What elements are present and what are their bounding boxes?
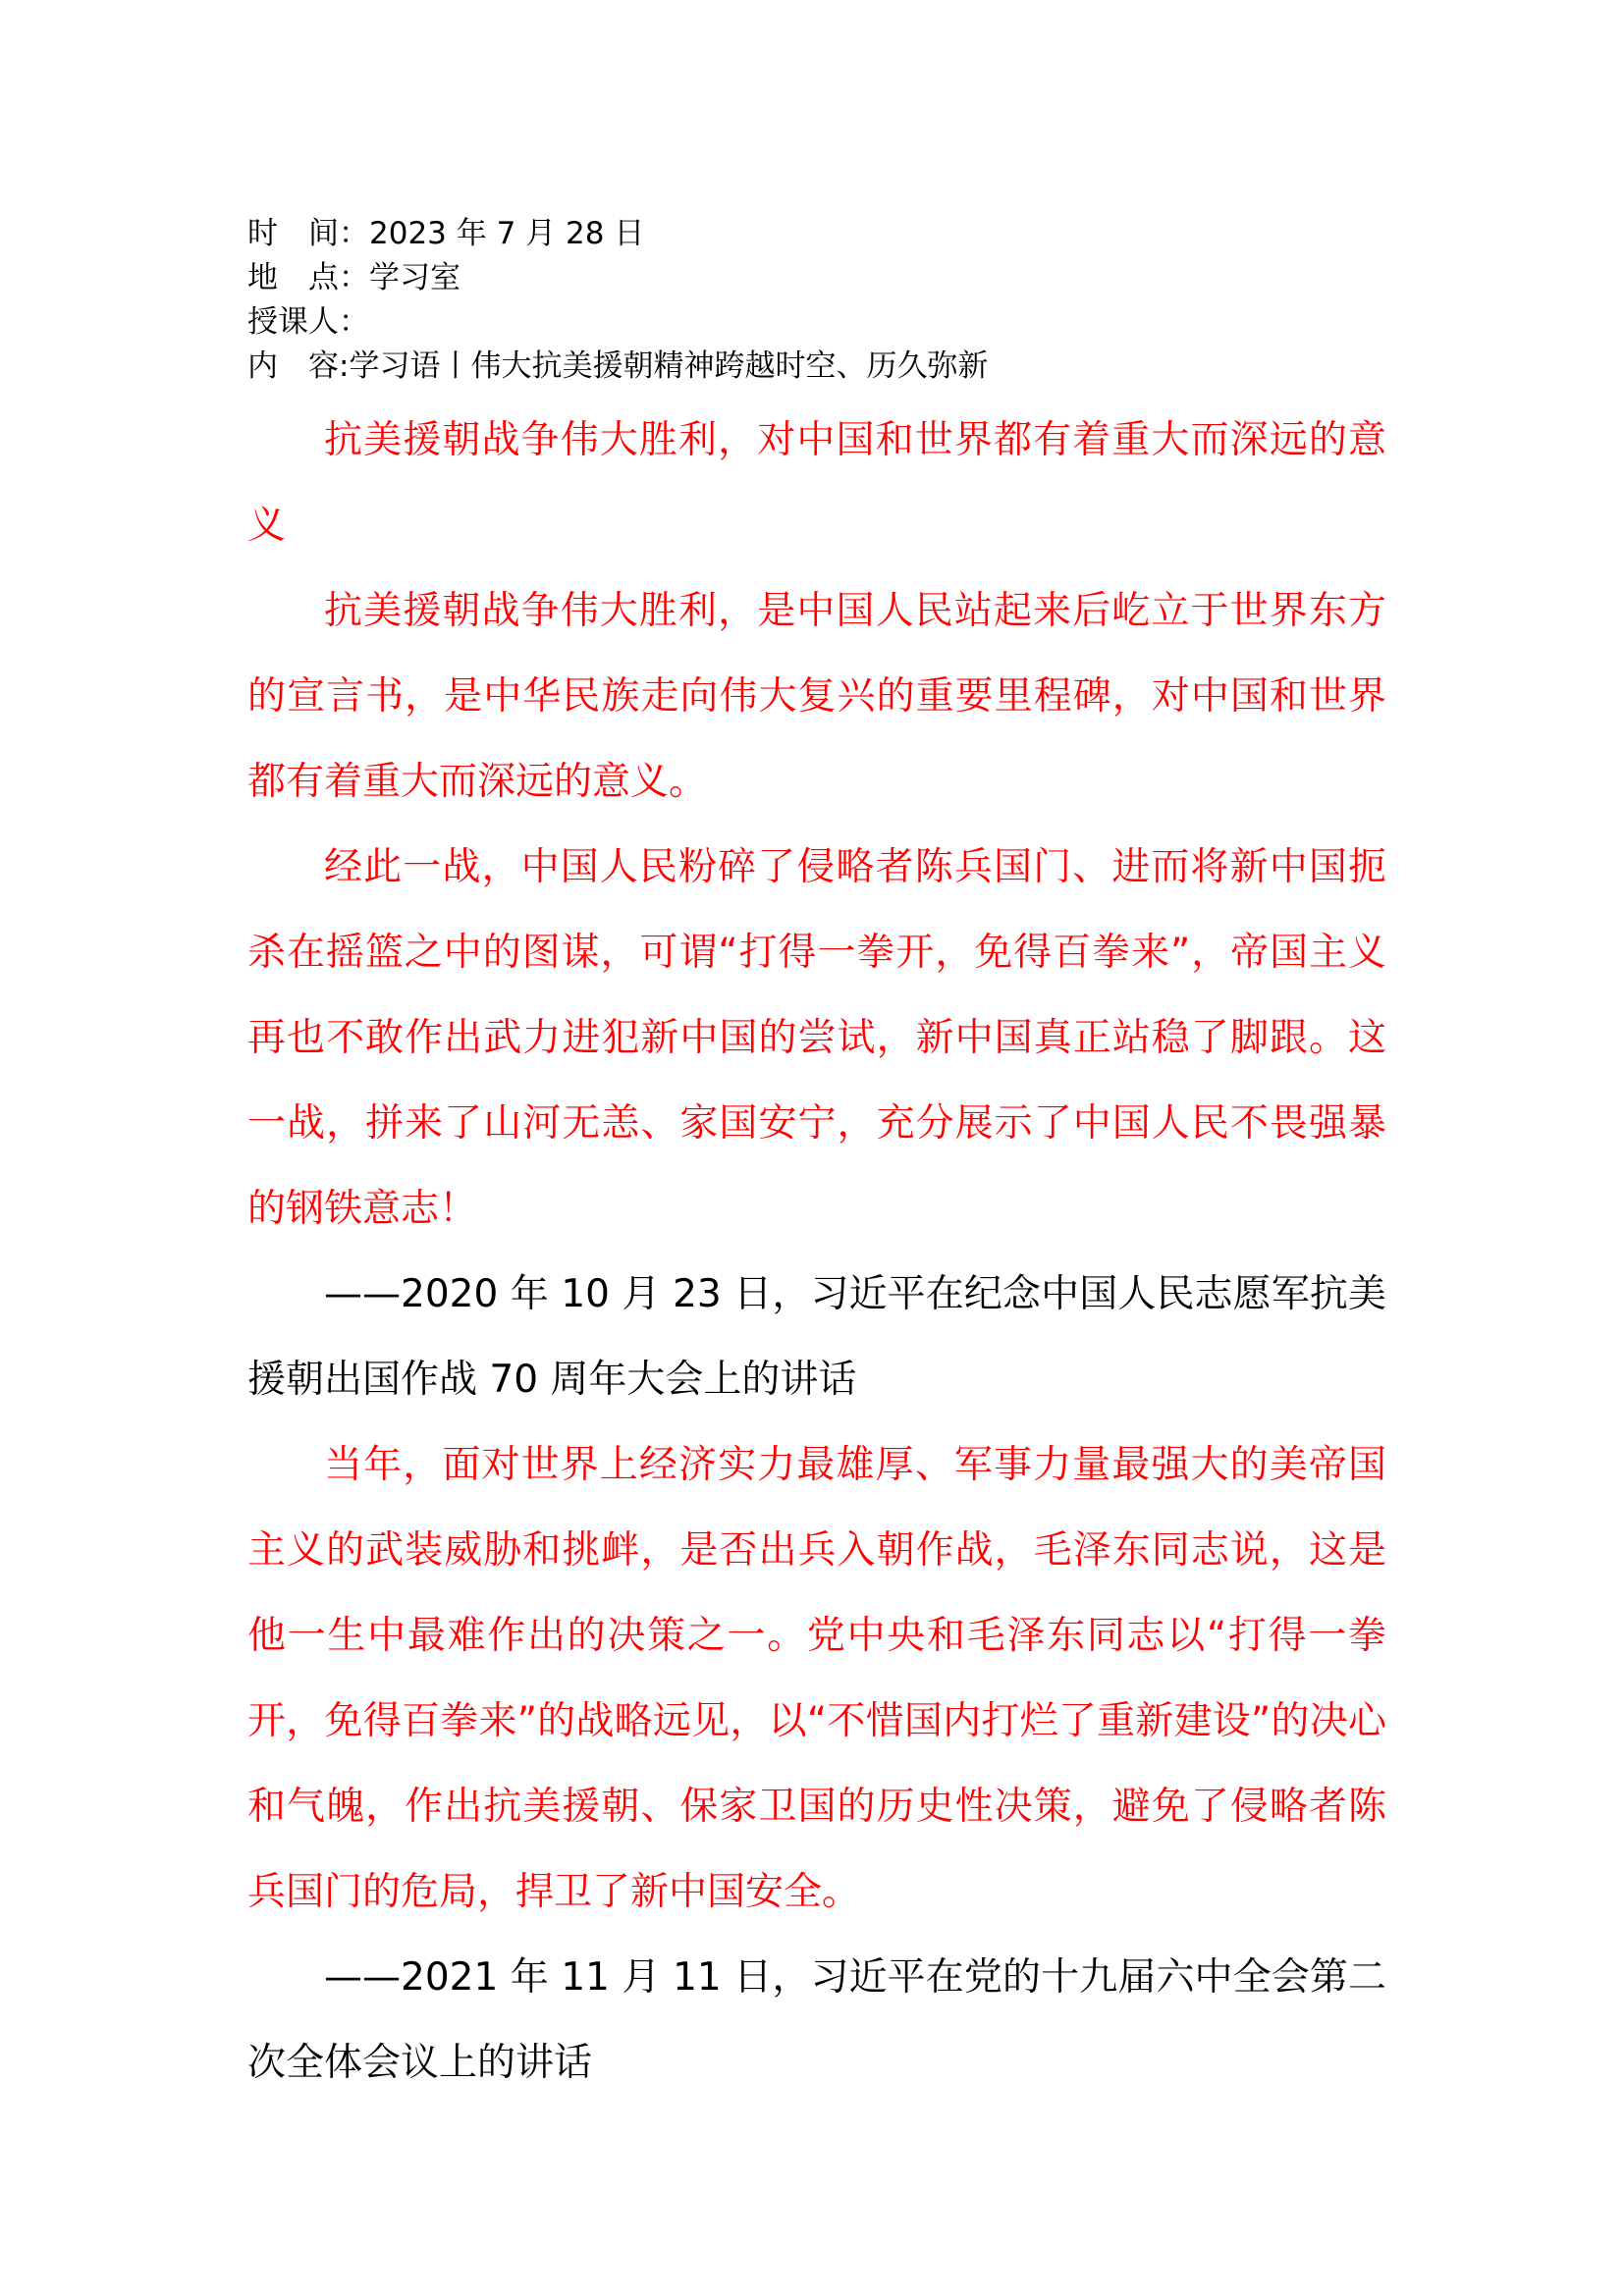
meta-content: 内 容:学习语丨伟大抗美援朝精神跨越时空、历久弥新 bbox=[247, 348, 989, 384]
heading-paragraph: 抗美援朝战争伟大胜利，对中国和世界都有着重大而深远的意义 bbox=[247, 418, 1386, 548]
body-text bbox=[247, 398, 1386, 2106]
meta-block bbox=[247, 212, 1386, 389]
body-paragraph: 抗美援朝战争伟大胜利，是中国人民站起来后屹立于世界东方的宣言书，是中华民族走向伟大复兴的重要里程碑，对中国和世界都有着重大而深远的意义。 bbox=[247, 589, 1386, 804]
meta-place: 地 点：学习室 bbox=[247, 260, 460, 295]
body-paragraph: 经此一战，中国人民粉碎了侵略者陈兵国门、进而将新中国扼杀在摇篮之中的图谋，可谓“打得一拳开，免得百拳来”，帝国主义再也不敢作出武力进犯新中国的尝试，新中国真正站稳了脚跟。这一战，拼来了山河无恙、家国安宁，充分展示了中国人民不畏强暴的钢铁意志！ bbox=[247, 845, 1386, 1231]
meta-lecturer: 授课人： bbox=[247, 304, 369, 340]
source-citation: ——2021 年 11 月 11 日，习近平在党的十九届六中全会第二次全体会议上的讲话 bbox=[247, 1955, 1386, 2085]
meta-time: 时 间：2023 年 7 月 28 日 bbox=[247, 216, 645, 251]
body-paragraph: 当年，面对世界上经济实力最雄厚、军事力量最强大的美帝国主义的武装威胁和挑衅，是否出兵入朝作战，毛泽东同志说，这是他一生中最难作出的决策之一。党中央和毛泽东同志以“打得一拳开，免得百拳来”的战略远见，以“不惜国内打烂了重新建设”的决心和气魄，作出抗美援朝、保家卫国的历史性决策，避免了侵略者陈兵国门的危局，捍卫了新中国安全。 bbox=[247, 1443, 1386, 1914]
source-citation: ——2020 年 10 月 23 日，习近平在纪念中国人民志愿军抗美援朝出国作战 70 周年大会上的讲话 bbox=[247, 1272, 1386, 1402]
